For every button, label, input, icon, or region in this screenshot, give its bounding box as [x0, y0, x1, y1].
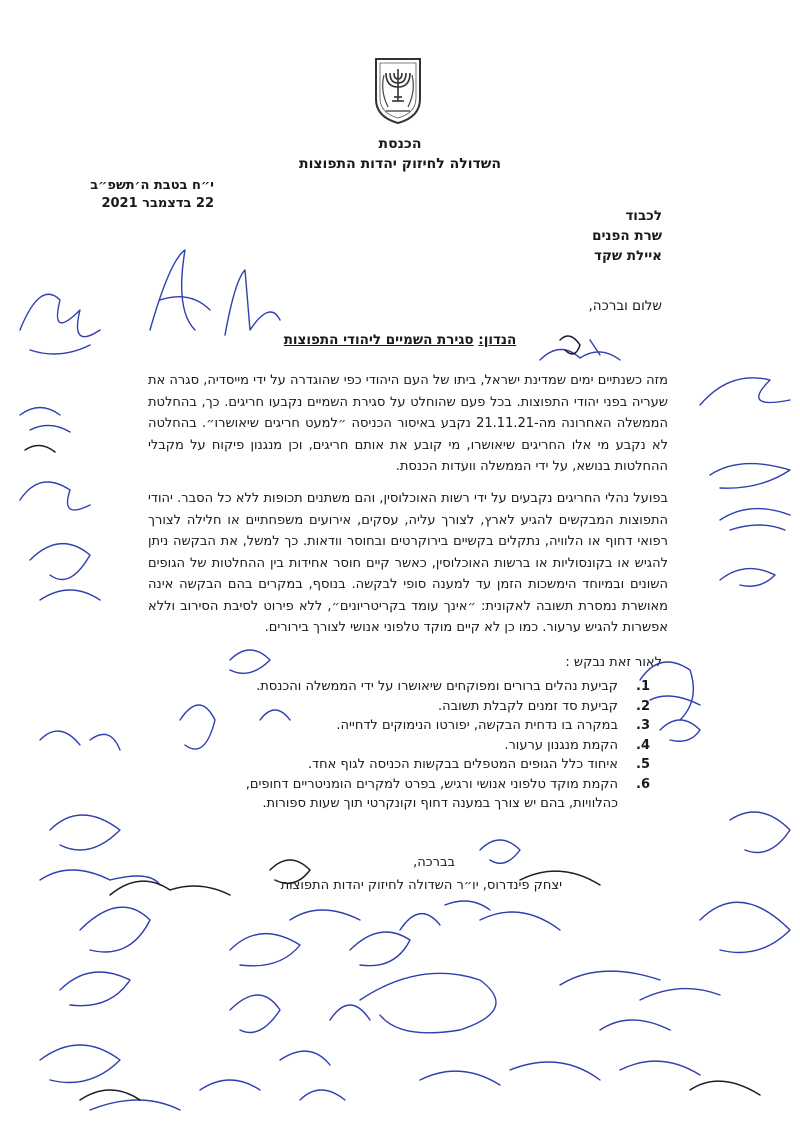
list-item [210, 697, 650, 717]
list-item [210, 755, 650, 775]
requests-list [210, 677, 650, 814]
list-number: 4. [636, 737, 650, 753]
subject-line [0, 332, 800, 348]
requests-intro: לאור זאת נבקש : [565, 655, 662, 670]
body-paragraph: בפועל נהלי החריגים נקבעים על ידי רשות האוכלוסין, והם משתנים תכופות ללא כל הסבר. יהודי התפוצות המבקשים להגיע לארץ, לצורך עליה, עסקים, אירועים משפחתיים או חלילה לצורך רפואי דחוף או הלוויה, נתקלים בקשיים בירוקרטים ובחוסר וודאות. כך למשל, את הבקשה ניתן להגיש או בקונסוליות או ברשות האוכלוסין, כאשר קיים חוסר אחידות בין ההחלטות של הגופים השונים ובמיוחד הימשכות הזמן עד למענה סופי לבקשה. בנוסף, במקרים בהם הבקשה אינה מאושרת נמסרת תשובה לאקונית: ״אינך עומד בקריטריונים״, ללא פירוט לסיבת הסירוב וללא אפשרות להגיש ערעור. כמו כן לא קיים מוקד טלפוני אנושי לצורך בירורים. [148, 491, 668, 635]
list-text: קביעת נהלים ברורים ומפוקחים שיאושרו על ידי הממשלה והכנסת. [256, 679, 618, 694]
list-number: 5. [636, 757, 650, 772]
state-emblem-icon [370, 55, 426, 125]
list-text: קביעת סד זמנים לקבלת תשובה. [438, 698, 618, 714]
list-number: 2. [636, 698, 650, 714]
recipient-salutation: לכבוד [625, 208, 662, 224]
greeting: שלום וברכה, [588, 298, 662, 314]
list-item [210, 775, 650, 814]
lobby-name: השדולה לחיזוק יהדות התפוצות [299, 156, 501, 172]
list-item [210, 677, 650, 697]
subject-label: הנדון: [478, 332, 517, 348]
body-paragraph: מזה כשנתיים ימים שמדינת ישראל, ביתו של העם היהודי כפי שהוגדרה על ידי מייסדיה, סגרה את שעריה בפני יהודי התפוצות. בכל פעם שהוחלט על סגירת השמיים נקבעו חריגים. כך, בהחלטת הממשלה האחרונה מה-21.11.21 נקבע באיסור הכניסה ״למעט חריגים שיאושרו״. בהחלטה לא נקבע מי אלו החריגים שיאושרו, מי קובע את אותם חריגים, וכן מנגנון פיקוח על מקבלי ההחלטות בנושא, על ידי הממשלה וועדות הכנסת. [148, 373, 668, 474]
list-item [210, 736, 650, 756]
list-text: הקמת מנגנון ערעור. [504, 737, 618, 753]
recipient-title: שרת הפנים [592, 228, 662, 244]
list-number: 1. [636, 679, 650, 694]
signer-line: יצחק פינדרוס, יו״ר השדולה לחיזוק יהדות התפוצות [280, 878, 562, 893]
list-item [210, 716, 650, 736]
org-name: הכנסת [378, 136, 422, 152]
gregorian-date: 22 בדצמבר 2021 [101, 196, 214, 211]
subject-text: סגירת השמיים ליהודי התפוצות [283, 332, 474, 348]
list-text: במקרה בו נדחית הבקשה, יפורטו הנימוקים לדחייה. [336, 718, 618, 733]
recipient-name: איילת שקד [594, 248, 662, 264]
list-number: 6. [636, 776, 650, 792]
closing: בברכה, [413, 855, 455, 870]
hebrew-date: י״ח בטבת ה׳תשפ״ב [90, 178, 214, 193]
list-number: 3. [636, 718, 650, 733]
list-text: הקמת מוקד טלפוני אנושי ורגיש, בפרט למקרים הומניטריים דחופים, כהלוויות, בהם יש צורך במענה דחוף וקונקרטי תוך שעות ספורות. [245, 776, 618, 811]
list-text: איחוד כלל הגופים המטפלים בבקשות הכניסה לגוף אחד. [307, 757, 618, 772]
